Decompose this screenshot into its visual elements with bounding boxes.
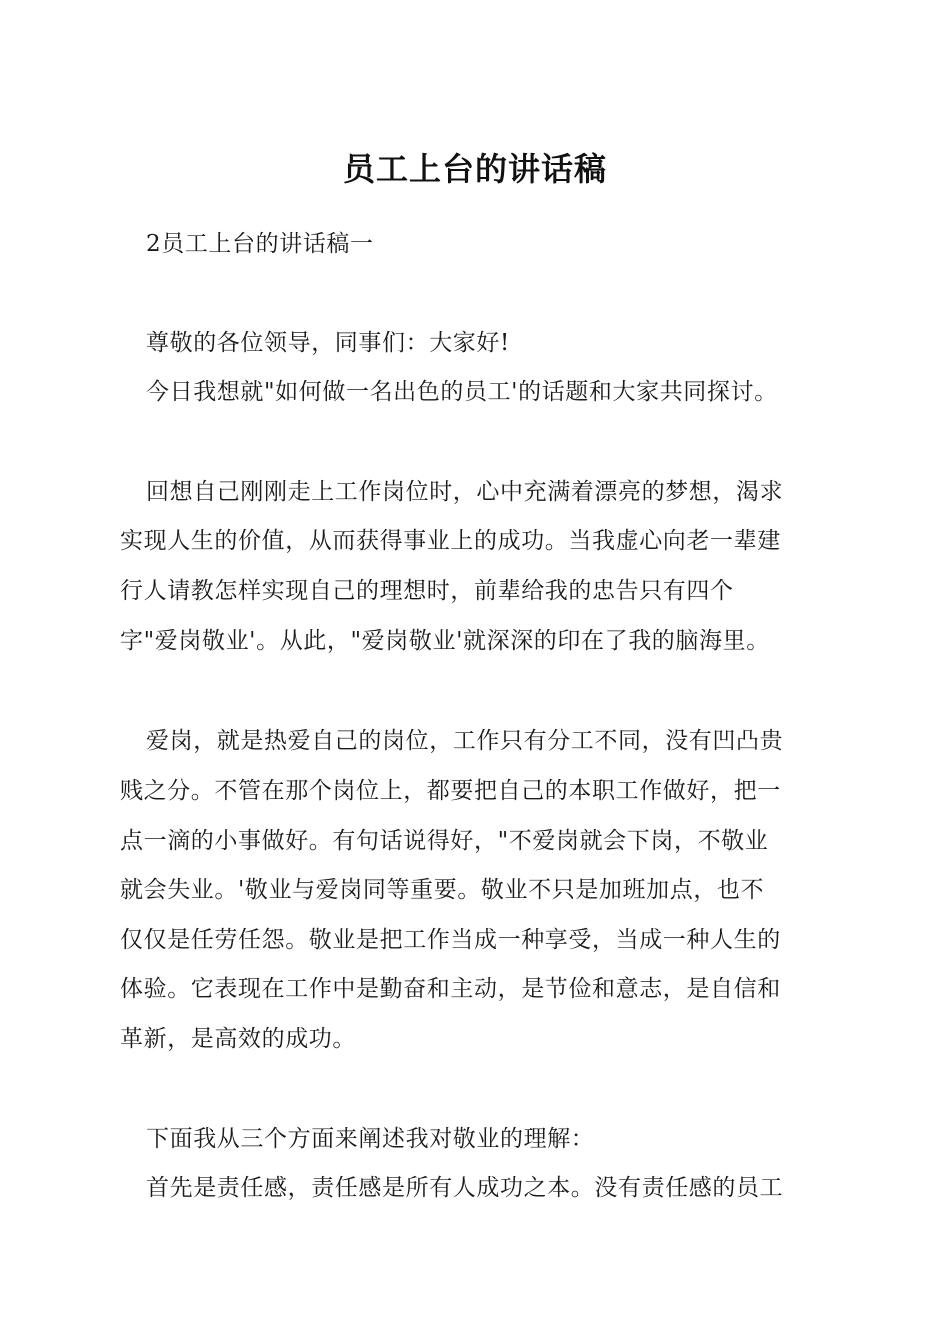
paragraph-line: 体验。它表现在工作中是勤奋和主动，是节俭和意志，是自信和 [120, 976, 781, 1002]
paragraph-line: 仅仅是任劳任怨。敬业是把工作当成一种享受，当成一种人生的 [120, 927, 781, 953]
document-subtitle: 2员工上台的讲话稿一 [146, 231, 374, 257]
paragraph-line: 点一滴的小事做好。有句话说得好，"不爱岗就会下岗，不敬业 [120, 828, 769, 854]
paragraph-line: 就会失业。'敬业与爱岗同等重要。敬业不只是加班加点，也不 [120, 877, 765, 903]
paragraph-line: 下面我从三个方面来阐述我对敬业的理解： [146, 1126, 595, 1152]
paragraph-line: 回想自己刚刚走上工作岗位时，心中充满着漂亮的梦想，渴求 [146, 479, 784, 505]
paragraph-line: 行人请教怎样实现自己的理想时，前辈给我的忠告只有四个 [120, 578, 734, 604]
greeting-text: 尊敬的各位领导，同事们：大家好! [146, 330, 510, 356]
paragraph-line: 首先是责任感，责任感是所有人成功之本。没有责任感的员工 [146, 1175, 784, 1201]
document-title: 员工上台的讲话稿 [342, 150, 607, 188]
paragraph-line: 实现人生的价值，从而获得事业上的成功。当我虚心向老一辈建 [120, 528, 781, 554]
intro-text: 今日我想就"如何做一名出色的员工'的话题和大家共同探讨。 [146, 379, 778, 405]
paragraph-line: 爱岗，就是热爱自己的岗位，工作只有分工不同，没有凹凸贵 [146, 728, 784, 754]
paragraph-line: 字"爱岗敬业'。从此，"爱岗敬业'就深深的印在了我的脑海里。 [120, 628, 770, 654]
paragraph-line: 革新，是高效的成功。 [120, 1026, 356, 1052]
paragraph-line: 贱之分。不管在那个岗位上，都要把自己的本职工作做好，把一 [120, 778, 781, 804]
